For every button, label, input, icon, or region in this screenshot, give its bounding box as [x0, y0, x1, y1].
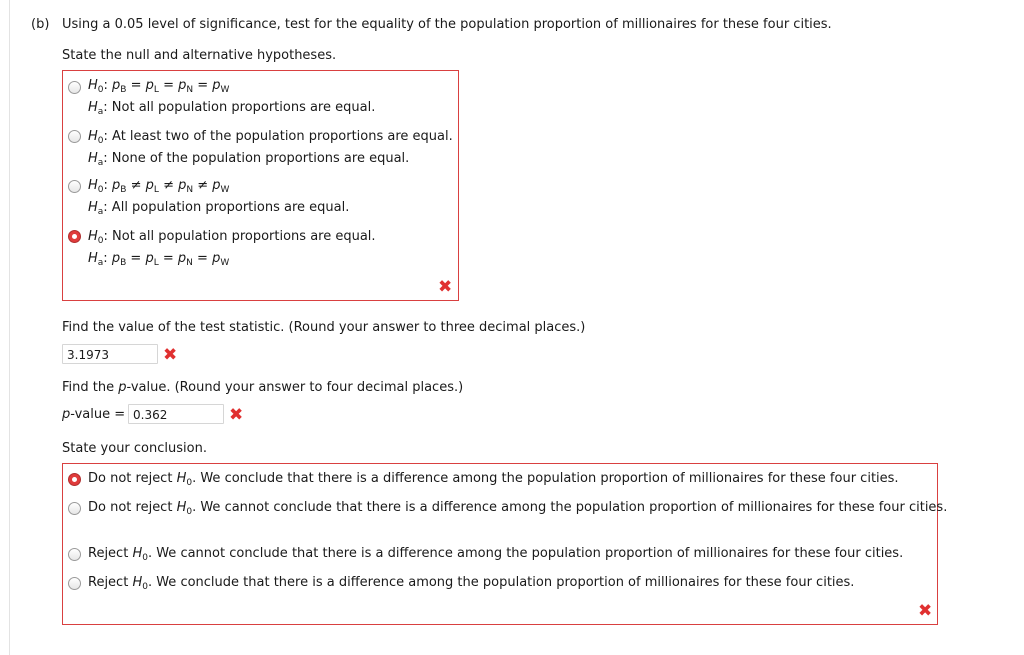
- conclusion-incorrect-icon: ✖: [918, 601, 933, 621]
- hypothesis-option-1-radio[interactable]: [68, 81, 81, 94]
- conclusion-option-1-radio-selected[interactable]: [68, 473, 81, 486]
- hypothesis-option-4-h0: $H_0$: Not all population proportions are equal.: [88, 229, 376, 246]
- conclusion-option-4-radio[interactable]: [68, 577, 81, 590]
- hypothesis-option-1-ha: $H_a$: Not all population proportions are equal.: [88, 100, 376, 117]
- hypothesis-option-2-ha: $H_a$: None of the population proportions are equal.: [88, 151, 410, 168]
- hypothesis-option-3-ha: $H_a$: All population proportions are equal.: [88, 200, 350, 217]
- test-statistic-instruction: Find the value of the test statistic. (Round your answer to three decimal places.): [62, 320, 586, 335]
- conclusion-option-2-radio[interactable]: [68, 502, 81, 515]
- question-prompt: Using a 0.05 level of significance, test for the equality of the population proportion of millionaires for these four cities.: [62, 17, 832, 32]
- conclusion-option-4-text: Reject $H_0$. We conclude that there is a difference among the population proportion of millionaires for these four cities.: [88, 575, 855, 592]
- hypotheses-incorrect-icon: ✖: [438, 277, 453, 297]
- hypothesis-option-2-radio[interactable]: [68, 130, 81, 143]
- hypotheses-instruction: State the null and alternative hypotheses.: [62, 48, 337, 63]
- hypothesis-option-4-ha: $H_a$: $p_B = p_L = p_N = p_W$: [88, 251, 230, 268]
- p-value-label: p-value =: [62, 407, 126, 422]
- left-divider: [9, 0, 10, 655]
- test-statistic-incorrect-icon: ✖: [163, 345, 178, 365]
- p-value-incorrect-icon: ✖: [229, 405, 244, 425]
- p-value-instruction: Find the p-value. (Round your answer to four decimal places.): [62, 380, 464, 395]
- conclusion-instruction: State your conclusion.: [62, 441, 207, 456]
- conclusion-option-2-text: Do not reject $H_0$. We cannot conclude that there is a difference among the population proportion of millionaires for these four cities.: [88, 500, 948, 517]
- hypothesis-option-3-h0: $H_0$: $p_B \ne p_L \ne p_N \ne p_W$: [88, 178, 230, 195]
- conclusion-option-1-text: Do not reject $H_0$. We conclude that there is a difference among the population proportion of millionaires for these four cities.: [88, 471, 899, 488]
- hypothesis-option-2-h0: $H_0$: At least two of the population proportions are equal.: [88, 129, 453, 146]
- conclusion-option-3-text: Reject $H_0$. We cannot conclude that there is a difference among the population proportion of millionaires for these four cities.: [88, 546, 904, 563]
- hypothesis-option-1-h0: $H_0$: $p_B = p_L = p_N = p_W$: [88, 78, 230, 95]
- part-label: (b): [31, 17, 50, 32]
- p-value-input[interactable]: 0.362: [128, 404, 224, 424]
- conclusion-option-3-radio[interactable]: [68, 548, 81, 561]
- hypothesis-option-4-radio-selected[interactable]: [68, 230, 81, 243]
- test-statistic-input[interactable]: 3.1973: [62, 344, 158, 364]
- hypothesis-option-3-radio[interactable]: [68, 180, 81, 193]
